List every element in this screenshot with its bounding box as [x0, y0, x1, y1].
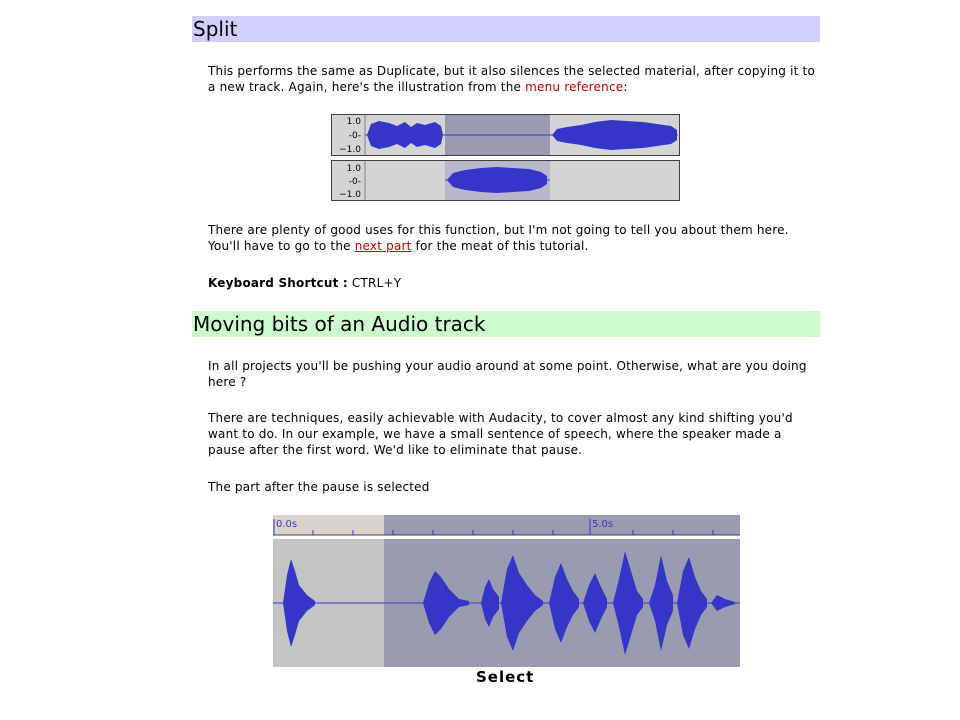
moving-selected-paragraph: The part after the pause is selected: [208, 480, 430, 494]
menu-reference-link[interactable]: menu reference: [525, 80, 624, 94]
track1-label-top: 1.0: [346, 117, 361, 127]
moving-intro-paragraph: In all projects you'll be pushing your audio around at some point. Otherwise, what are you doing here ?: [208, 359, 807, 389]
select-illustration: [273, 515, 740, 667]
track2-label-bottom: −1.0: [339, 190, 361, 200]
moving-heading: Moving bits of an Audio track: [192, 311, 820, 337]
split-uses-paragraph: There are plenty of good uses for this function, but I'm not going to tell you about them here. You'll have to go to the next part for the meat of this tutorial.: [208, 223, 789, 253]
keyboard-shortcut: [208, 275, 818, 291]
ruler-label-start: 0.0s: [276, 519, 298, 530]
shortcut-value: CTRL+Y: [347, 276, 402, 290]
track2-label-top: 1.0: [346, 164, 361, 174]
track1-label-bottom: −1.0: [339, 145, 361, 155]
split-desc-text: This performs the same as Duplicate, but it also silences the selected material, after copying it to a new track. Again, here's the illustration from the: [208, 64, 816, 94]
split-heading: Split: [192, 16, 820, 42]
split-description: This performs the same as Duplicate, but it also silences the selected material, after copying it to a new track. Again, here's the illustration from the menu reference:: [208, 64, 816, 94]
next-part-link[interactable]: next part: [354, 239, 412, 253]
track2-waveform: [447, 167, 547, 193]
track2-label-mid: -0-: [348, 177, 361, 187]
select-caption: Select: [476, 668, 535, 686]
split-illustration: [331, 114, 681, 202]
shortcut-label: Keyboard Shortcut :: [208, 276, 348, 290]
moving-techniques-paragraph: There are techniques, easily achievable with Audacity, to cover almost any kind shifting you'd want to do. In our example, we have a small sentence of speech, where the speaker made a pause after the first word. We'd like to eliminate that pause.: [208, 411, 793, 457]
ruler-label-mid: 5.0s: [592, 519, 614, 530]
track1-label-mid: -0-: [348, 131, 361, 141]
